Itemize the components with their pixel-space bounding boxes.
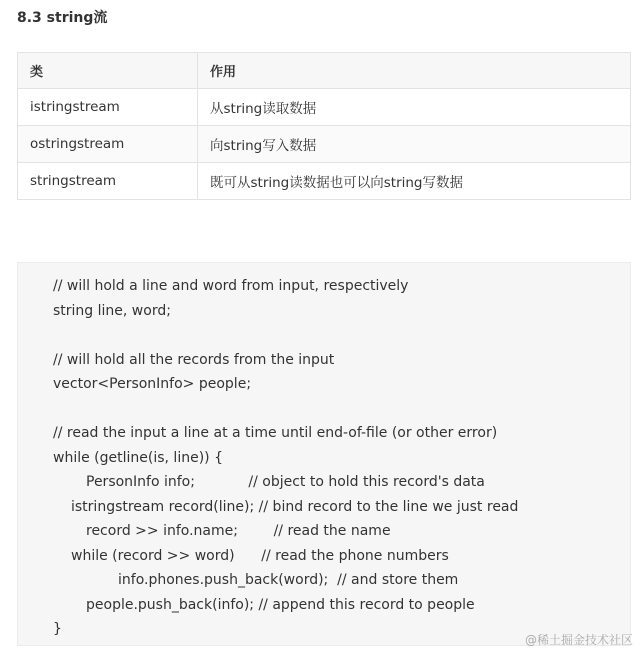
code-line: // will hold a line and word from input, respectively bbox=[53, 278, 409, 294]
code-line: // read the input a line at a time until end-of-file (or other error) bbox=[53, 425, 498, 441]
table-cell-purpose: 既可从string读数据也可以向string写数据 bbox=[198, 163, 631, 200]
table-cell-class: ostringstream bbox=[18, 126, 198, 163]
table-header-class: 类 bbox=[18, 53, 198, 89]
stream-class-table bbox=[17, 52, 631, 200]
watermark: @稀土掘金技术社区 bbox=[524, 633, 633, 647]
section-title: 8.3 string流 bbox=[17, 10, 108, 26]
table-cell-class: stringstream bbox=[18, 163, 198, 200]
code-block bbox=[17, 262, 631, 646]
code-line: people.push_back(info); // append this record to people bbox=[86, 597, 475, 613]
code-line: while (record >> word) // read the phone numbers bbox=[71, 548, 449, 564]
code-line: // will hold all the records from the input bbox=[53, 352, 335, 368]
code-line: info.phones.push_back(word); // and store them bbox=[118, 572, 459, 588]
table-cell-purpose: 从string读取数据 bbox=[198, 89, 631, 126]
code-line: record >> info.name; // read the name bbox=[86, 523, 391, 539]
table-cell-purpose: 向string写入数据 bbox=[198, 126, 631, 163]
table-row bbox=[18, 89, 631, 126]
code-line: while (getline(is, line)) { bbox=[53, 450, 223, 466]
code-line: string line, word; bbox=[53, 303, 171, 319]
table-cell-class: istringstream bbox=[18, 89, 198, 126]
code-line: PersonInfo info; // object to hold this record's data bbox=[86, 474, 485, 490]
table-row bbox=[18, 163, 631, 200]
table-row bbox=[18, 126, 631, 163]
table-header-purpose: 作用 bbox=[198, 53, 631, 89]
code-line: istringstream record(line); // bind record to the line we just read bbox=[71, 499, 519, 515]
code-line: } bbox=[53, 621, 62, 637]
code-line: vector<PersonInfo> people; bbox=[53, 376, 252, 392]
table-header-row bbox=[18, 53, 631, 89]
